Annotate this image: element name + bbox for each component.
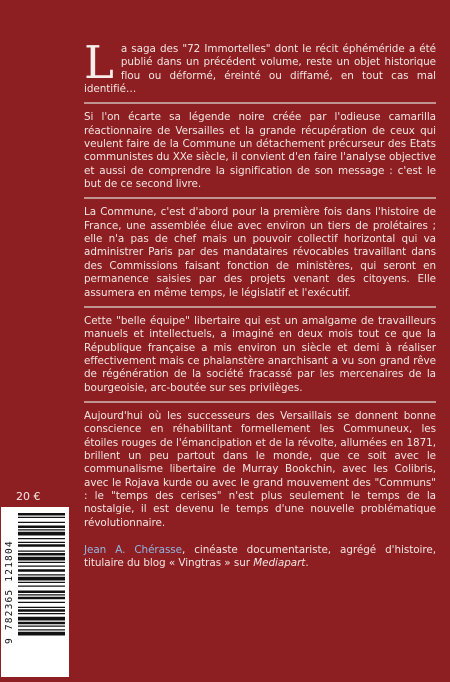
barcode-bar: [18, 522, 65, 523]
barcode-bar: [18, 622, 65, 625]
drop-cap-letter: L: [84, 36, 114, 89]
barcode-bar: [18, 632, 65, 636]
blurb-paragraph-4: Cette "belle équipe" libertaire qui est un amalgame de travailleurs manuels et intellectuels, a imaginé en deux mois tout ce que la République française a mis environ un siècle et demi à réaliser effectivement mais ce phalanstère anarchisant a vu son grand rêve de régénération de la société fracassé par les mercenaires de la bourgeoisie, arc-boutée sur ses privilèges.: [84, 314, 436, 394]
divider: [84, 306, 436, 308]
barcode-bar: [18, 557, 65, 561]
blurb-paragraph-3: La Commune, c'est d'abord pour la première fois dans l'histoire de France, une assemblée élue avec environ un tiers de prolétaires ; elle n'a pas de chef mais un pouvoir collectif horizontal qui va administrer Paris par des mandataires révocables travaillant dans des Commissions faisant fonction de ministères, qui seront en permanence saisies par des projets venant des citoyens. Elle assumera en même temps, le législatif et l'exécutif.: [84, 206, 436, 299]
barcode-bar: [18, 544, 65, 547]
author-name: Jean A. Chérasse: [84, 544, 183, 556]
divider: [84, 401, 436, 403]
barcode-bar: [18, 617, 65, 621]
barcode-bar: [18, 594, 65, 595]
blurb-paragraph-5: Aujourd'hui où les successeurs des Versaillais se donnent bonne conscience en réhabilitant formellement les Communeux, les étoiles rouges de l'émancipation et de la révolte, allumées en 1871, brillent un peu partout dans le monde, que ce soit avec le communalisme libertaire de Murray Bookchin, avec les Colibris, avec le Rojava kurde ou avec le grand mouvement des "Communs" : le "temps des cerises" n'est plus seulement le temps de la nostalgie, il est devenu le temps d'une nouvelle problématique révolutionnaire.: [84, 409, 436, 529]
barcode-bar: [18, 562, 65, 563]
barcode-bar: [18, 517, 65, 518]
barcode-bar: [18, 532, 65, 536]
author-note: [84, 544, 436, 571]
barcode-bar: [18, 513, 65, 516]
barcode-bar: [18, 577, 65, 581]
barcode-bar: [18, 626, 65, 627]
barcode-bar: [18, 629, 65, 630]
divider: [84, 102, 436, 104]
barcode-bar: [18, 574, 65, 575]
author-note-end: .: [305, 557, 309, 570]
blog-site-name: Mediapart: [253, 557, 306, 570]
barcode-bar: [18, 569, 65, 572]
barcode-bar: [18, 586, 65, 587]
blurb-paragraph-2: Si l'on écarte sa légende noire créée par l'odieuse camarilla réactionnaire de Versailles et la grande récupération de ceux qui veulent faire de la Commune un détachement précurseur des Etats communistes du XXe siècle, il convient d'en faire l'analyse objective et aussi de comprendre la signification de son message : c'est le but de ce second livre.: [84, 111, 436, 191]
price-label: 20 €: [16, 490, 41, 503]
divider: [84, 197, 436, 199]
barcode-bar: [18, 582, 65, 583]
barcode-bar: [18, 607, 65, 608]
barcode-bar: [18, 542, 65, 543]
paragraph-text: a saga des "72 Immortelles" dont le récit éphéméride a été publié dans un précédent volume, reste un objet historique flou ou déformé, éreinté ou diffamé, en tout cas mal identifié…: [84, 43, 436, 96]
barcode-bar: [18, 551, 65, 552]
barcode-bar: [18, 538, 65, 539]
barcode-bar: [18, 597, 65, 600]
isbn-digits: 9 782365 121804: [4, 540, 15, 644]
blurb-column: [84, 36, 436, 571]
barcode-bar: [18, 553, 65, 556]
author-bio: , cinéaste documentariste, agrégé d'histoire, titulaire du blog « Vingtras » sur: [84, 544, 436, 570]
barcode-bar: [18, 602, 65, 603]
barcode-bar: [18, 613, 65, 614]
isbn-barcode: [1, 507, 69, 677]
barcode-bar: [18, 591, 65, 594]
barcode-bar: [18, 609, 65, 612]
barcode-bar: [18, 526, 65, 529]
barcode-bar: [18, 529, 65, 530]
barcode-bar: [18, 566, 65, 567]
blurb-paragraph-1: [84, 36, 436, 96]
